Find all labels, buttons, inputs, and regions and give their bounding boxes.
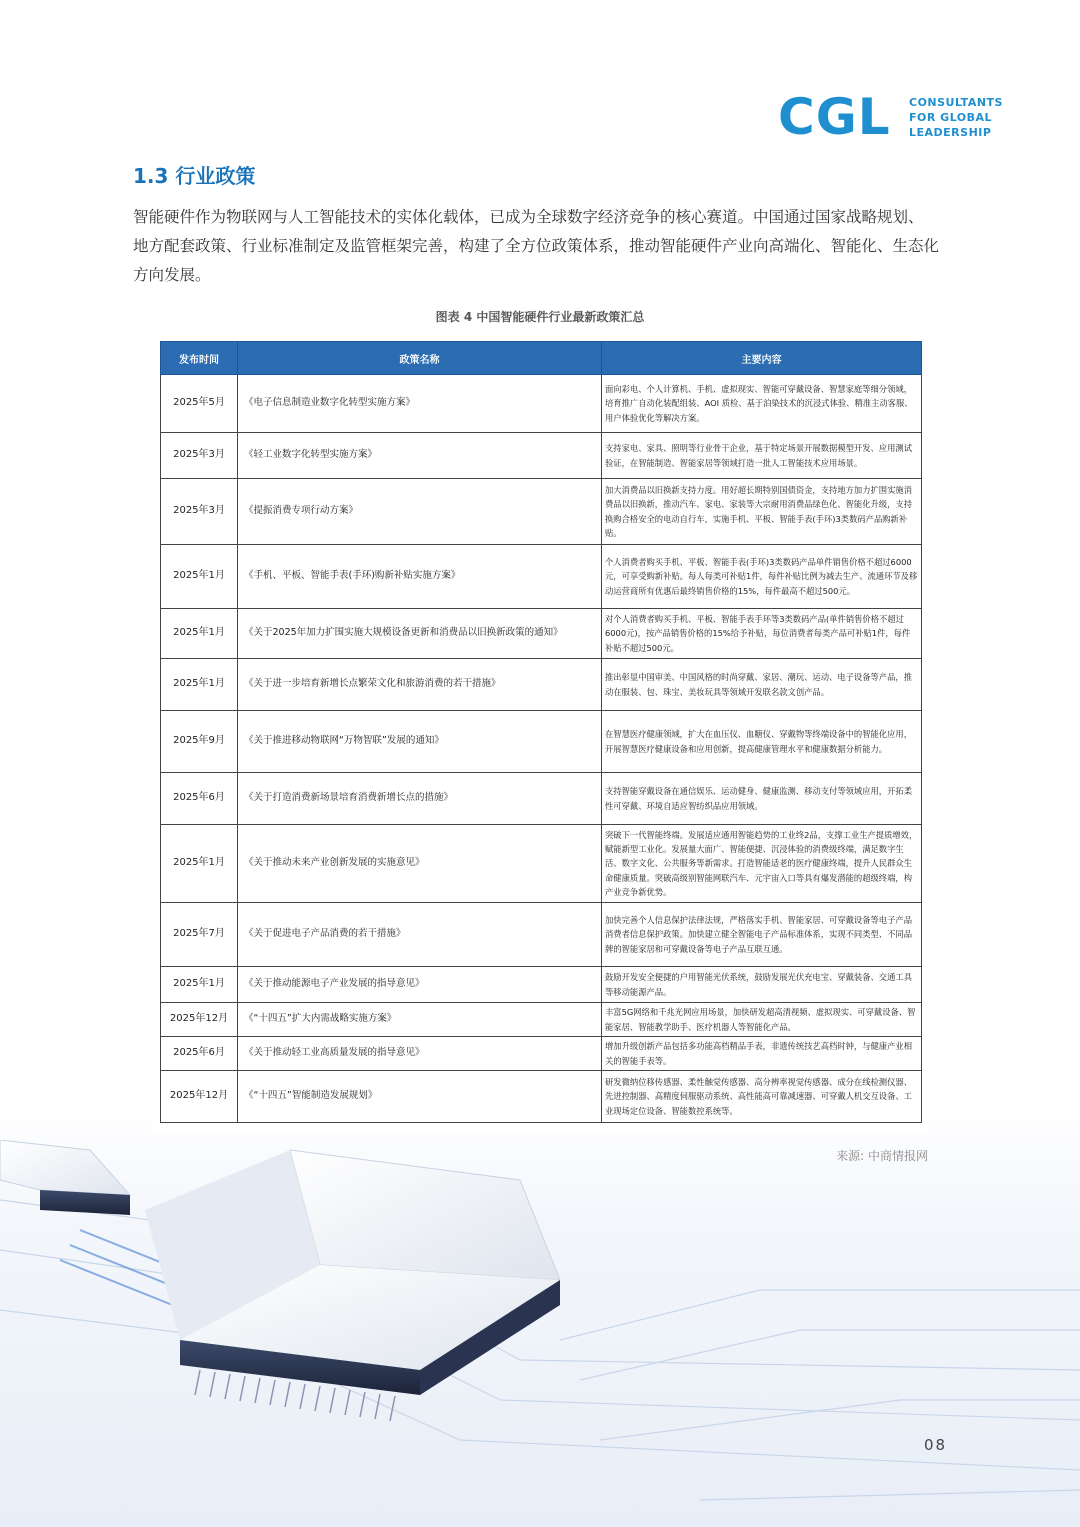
cell-date: 2025年9月 <box>161 711 238 773</box>
cell-policy-name: 《关于进一步培育新增长点繁荣文化和旅游消费的若干措施》 <box>238 659 602 711</box>
cell-policy-name: 《电子信息制造业数字化转型实施方案》 <box>238 375 602 433</box>
table-row <box>161 825 922 903</box>
logo-line-3: LEADERSHIP <box>909 126 992 139</box>
cell-policy-name: 《关于推动轻工业高质量发展的指导意见》 <box>238 1037 602 1071</box>
policy-table-container <box>152 335 930 1133</box>
intro-paragraph <box>133 203 953 290</box>
cell-main-content: 突破下一代智能终端。发展适应通用智能趋势的工业终2品，支撑工业生产提质增效，赋能新型工业化。发展量大面广、智能便捷、沉浸体验的消费级终端，满足数字生活、数字文化、公共服务等新需求。打造智能适老的医疗健康终端，提升人民群众生命健康质量。突破高级别智能网联汽车、元宇宙入口等具有爆发潜能的超级终端，构产业竞争新优势。 <box>602 825 922 903</box>
cell-main-content: 个人消费者购买手机、平板、智能手表(手环)3类数码产品单件销售价格不超过6000元，可享受购新补贴。每人每类可补贴1件，每件补贴比例为减去生产、流通环节及移动运营商所有优惠后最终销售价格的15%，每件最高不超过500元。 <box>602 545 922 609</box>
cell-main-content: 对个人消费者购买手机、平板、智能手表手环等3类数码产品(单件销售价格不超过6000元)，按产品销售价格的15%给予补贴，每位消费者每类产品可补贴1件，每件补贴不超过500元。 <box>602 609 922 659</box>
cell-policy-name: 《手机、平板、智能手表(手环)购新补贴实施方案》 <box>238 545 602 609</box>
table-row <box>161 659 922 711</box>
table-row <box>161 375 922 433</box>
cell-main-content: 在智慧医疗健康领域，扩大在血压仪、血糖仪、穿戴物等终端设备中的智能化应用，开展智慧医疗健康设备和应用创新，提高健康管理水平和健康数据分析能力。 <box>602 711 922 773</box>
cell-policy-name: 《“十四五”智能制造发展规划》 <box>238 1071 602 1123</box>
intro-line-1: 智能硬件作为物联网与人工智能技术的实体化载体，已成为全球数字经济竞争的核心赛道。中国通过国家战略规划、 <box>133 208 924 226</box>
cell-date: 2025年7月 <box>161 903 238 967</box>
header-date: 发布时间 <box>161 342 238 375</box>
figure-caption: 图表 4 中国智能硬件行业最新政策汇总 <box>435 310 645 324</box>
section-title: 1.3 行业政策 <box>133 164 256 188</box>
cell-policy-name: 《关于2025年加力扩围实施大规模设备更新和消费品以旧换新政策的通知》 <box>238 609 602 659</box>
table-header-row <box>161 342 922 375</box>
table-row <box>161 609 922 659</box>
cell-date: 2025年12月 <box>161 1003 238 1037</box>
cell-date: 2025年1月 <box>161 825 238 903</box>
cell-date: 2025年1月 <box>161 659 238 711</box>
table-row <box>161 903 922 967</box>
source-note: 来源: 中商情报网 <box>836 1149 928 1163</box>
cell-date: 2025年6月 <box>161 773 238 825</box>
policy-table-body <box>161 375 922 1123</box>
cell-main-content: 加快完善个人信息保护法律法规，严格落实手机、智能家居、可穿戴设备等电子产品消费者信息保护政策。加快建立健全智能电子产品标准体系，实现不同类型、不同品牌的智能家居和可穿戴设备等电子产品互联互通。 <box>602 903 922 967</box>
cell-main-content: 鼓励开发安全便捷的户用智能光伏系统，鼓励发展光伏充电宝、穿戴装备、交通工具等移动能源产品。 <box>602 967 922 1003</box>
cell-date: 2025年5月 <box>161 375 238 433</box>
cell-date: 2025年1月 <box>161 967 238 1003</box>
chip-illustration <box>0 1140 1080 1527</box>
cell-main-content: 支持家电、家具、照明等行业骨干企业，基于特定场景开展数据模型开发、应用测试验证，在智能制造、智能家居等领域打造一批人工智能技术应用场景。 <box>602 433 922 479</box>
table-row <box>161 773 922 825</box>
table-row <box>161 711 922 773</box>
cell-policy-name: 《关于打造消费新场景培育消费新增长点的措施》 <box>238 773 602 825</box>
cell-date: 2025年1月 <box>161 545 238 609</box>
cell-date: 2025年12月 <box>161 1071 238 1123</box>
cgl-logo-mark: CGL <box>778 88 891 146</box>
cgl-logo-text <box>909 95 1003 140</box>
cell-main-content: 面向彩电、个人计算机、手机、虚拟现实、智能可穿戴设备、智慧家庭等细分领域，培育推广自动化装配组装、AOI 质检、基于泊染技术的沉浸式体验、精准主动客服、用户体验优化等解决方案。 <box>602 375 922 433</box>
header-main-content: 主要内容 <box>602 342 922 375</box>
cell-date: 2025年1月 <box>161 609 238 659</box>
page-number: 08 <box>924 1436 948 1454</box>
cell-main-content: 研发微纳位移传感器、柔性触觉传感器、高分辨率视觉传感器、成分在线检测仪器、先进控制器、高精度伺服驱动系统、高性能高可靠减速器、可穿戴人机交互设备、工业现场定位设备、智能数控系统等。 <box>602 1071 922 1123</box>
table-row <box>161 1071 922 1123</box>
cell-date: 2025年3月 <box>161 479 238 545</box>
table-row <box>161 1003 922 1037</box>
logo-line-2: FOR GLOBAL <box>909 111 993 124</box>
cell-policy-name: 《关于推动能源电子产业发展的指导意见》 <box>238 967 602 1003</box>
cell-date: 2025年3月 <box>161 433 238 479</box>
cell-policy-name: 《关于促进电子产品消费的若干措施》 <box>238 903 602 967</box>
table-row <box>161 479 922 545</box>
cell-main-content: 推出彰显中国审美、中国风格的时尚穿戴、家居、潮玩、运动、电子设备等产品，推动在服装、包、珠宝、美妆玩具等领域开发联名款文创产品。 <box>602 659 922 711</box>
cell-policy-name: 《关于推动未来产业创新发展的实施意见》 <box>238 825 602 903</box>
cgl-logo <box>778 88 1008 146</box>
intro-line-2: 地方配套政策、行业标准制定及监管框架完善，构建了全方位政策体系，推动智能硬件产业向高端化、智能化、生态化 <box>133 237 940 255</box>
cell-policy-name: 《关于推进移动物联网“万物智联”发展的通知》 <box>238 711 602 773</box>
header-policy-name: 政策名称 <box>238 342 602 375</box>
cell-policy-name: 《轻工业数字化转型实施方案》 <box>238 433 602 479</box>
cell-main-content: 加大消费品以旧换新支持力度。用好超长期特别国债资金，支持地方加力扩围实施消费品以旧换新，推动汽车、家电、家装等大宗耐用消费品绿色化、智能化升级，支持换购合格安全的电动自行车，实施手机、平板、智能手表(手环)3类数码产品购新补贴。 <box>602 479 922 545</box>
cell-main-content: 支持智能穿戴设备在通信娱乐、运动健身、健康监测、移动支付等领域应用，开拓柔性可穿戴、环境自适应智纺织品应用领域。 <box>602 773 922 825</box>
table-row <box>161 967 922 1003</box>
logo-line-1: CONSULTANTS <box>909 96 1003 109</box>
table-row <box>161 545 922 609</box>
policy-table <box>160 341 922 1123</box>
table-row <box>161 1037 922 1071</box>
cell-policy-name: 《提振消费专项行动方案》 <box>238 479 602 545</box>
table-row <box>161 433 922 479</box>
cell-main-content: 增加升级创新产品包括多功能高档精品手表，非遗传统技艺高档时钟，与健康产业相关的智能手表等。 <box>602 1037 922 1071</box>
cell-main-content: 丰富5G网络和千兆光网应用场景，加快研发超高清视频、虚拟现实、可穿戴设备、智能家居、智能教学助手、医疗机器人等智能化产品。 <box>602 1003 922 1037</box>
cell-date: 2025年6月 <box>161 1037 238 1071</box>
cell-policy-name: 《“十四五”扩大内需战略实施方案》 <box>238 1003 602 1037</box>
intro-line-3: 方向发展。 <box>133 266 211 284</box>
